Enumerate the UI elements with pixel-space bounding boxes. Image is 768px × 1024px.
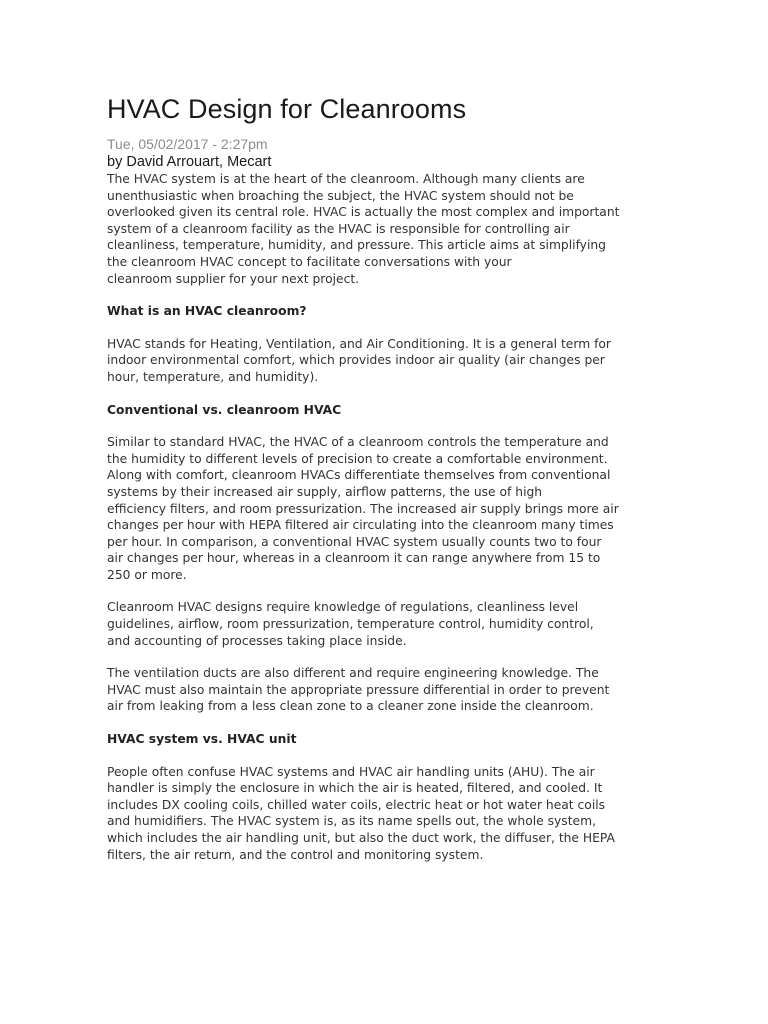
article-title: HVAC Design for Cleanrooms [107, 94, 467, 124]
intro-paragraph: The HVAC system is at the heart of the cleanroom. Although many clients are unenthusiastic when broaching the subject, the HVAC system should not be overlooked given its central role. HVAC is actually the most complex and important system of a cleanroom facility as the HVAC is responsible for controlling air cleanliness, temperature, humidity, and pressure. This article aims at simplifying the cleanroom HVAC concept to facilitate conversations with your cleanroom supplier for your next project. [107, 172, 620, 286]
section-heading-conventional-vs-cleanroom: Conventional vs. cleanroom HVAC [107, 402, 342, 417]
section-paragraph: Cleanroom HVAC designs require knowledge of regulations, cleanliness level guidelines, airflow, room pressurization, temperature control, humidity control, and accounting of processes taking place inside. [107, 600, 594, 648]
article-author: by David Arrouart, Mecart [107, 154, 272, 170]
section-paragraph: People often confuse HVAC systems and HVAC air handling units (AHU). The air handler is simply the enclosure in which the air is heated, filtered, and cooled. It includes DX cooling coils, chilled water coils, electric heat or hot water heat coils and humidifiers. The HVAC system is, as its name spells out, the whole system, which includes the air handling unit, but also the duct work, the diffuser, the HEPA filters, the air return, and the control and monitoring system. [107, 764, 615, 862]
section-paragraph: HVAC stands for Heating, Ventilation, and Air Conditioning. It is a general term for indoor environmental comfort, which provides indoor air quality (air changes per hour, temperature, and humidity). [107, 336, 611, 384]
section-paragraph: Similar to standard HVAC, the HVAC of a cleanroom controls the temperature and the humidity to different levels of precision to create a comfortable environment. Along with comfort, cleanroom HVACs differentiate themselves from conventional systems by their increased air supply, airflow patterns, the use of high efficiency filters, and room pressurization. The increased air supply brings more air changes per hour with HEPA filtered air circulating into the cleanroom many times per hour. In comparison, a conventional HVAC system usually counts two to four air changes per hour, whereas in a cleanroom it can range anywhere from 15 to 250 or more. [107, 435, 619, 582]
section-heading-system-vs-unit: HVAC system vs. HVAC unit [107, 732, 297, 747]
article-date: Tue, 05/02/2017 - 2:27pm [107, 136, 268, 152]
article [107, 92, 667, 863]
section-heading-what-is-hvac-cleanroom: What is an HVAC cleanroom? [107, 304, 307, 319]
section-paragraph: The ventilation ducts are also different and require engineering knowledge. The HVAC must also maintain the appropriate pressure differential in order to prevent air from leaking from a less clean zone to a cleaner zone inside the cleanroom. [107, 666, 610, 714]
